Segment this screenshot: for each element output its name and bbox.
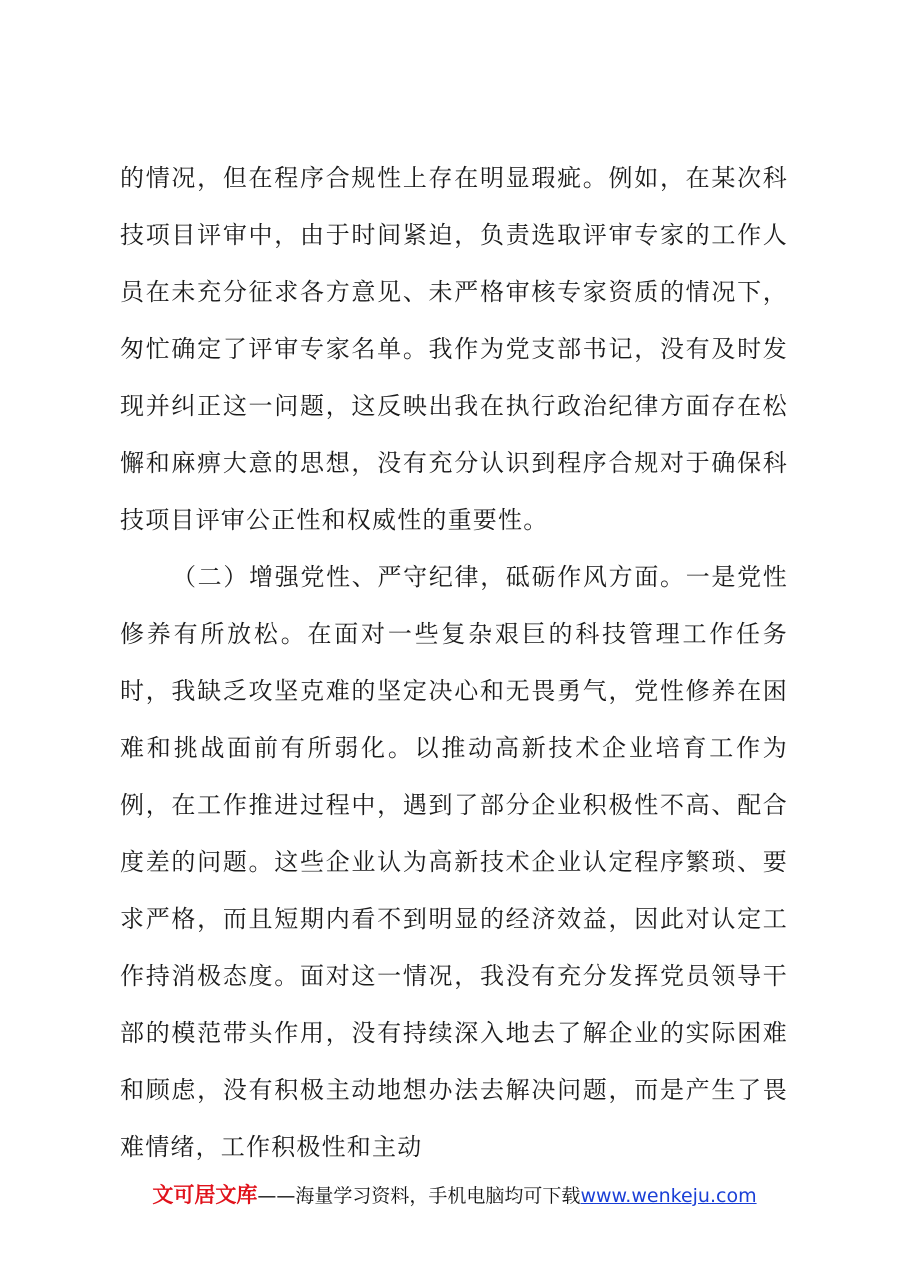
paragraph-section-two: （二）增强党性、严守纪律，砥砺作风方面。一是党性修养有所放松。在面对一些复杂艰巨的科技管理工作任务时，我缺乏攻坚克难的坚定决心和无畏勇气，党性修养在困难和挑战面前有所弱化。以推动高新技术企业培育工作为例，在工作推进过程中，遇到了部分企业积极性不高、配合度差的问题。这些企业认为高新技术企业认定程序繁琐、要求严格，而且短期内看不到明显的经济效益，因此对认定工作持消极态度。面对这一情况，我没有充分发挥党员领导干部的模范带头作用，没有持续深入地去了解企业的实际困难和顾虑，没有积极主动地想办法去解决问题，而是产生了畏难情绪，工作积极性和主动 xyxy=(120,563,788,1161)
footer-slogan: ——海量学习资料，手机电脑均可下载 xyxy=(257,1185,581,1207)
footer-banner xyxy=(0,1180,909,1211)
footer-website-link[interactable]: www.wenkeju.com xyxy=(580,1185,757,1207)
footer-brand: 文可居文库 xyxy=(152,1183,258,1207)
document-body xyxy=(120,150,788,1176)
paragraph-continued: 的情况，但在程序合规性上存在明显瑕疵。例如，在某次科技项目评审中，由于时间紧迫，负责选取评审专家的工作人员在未充分征求各方意见、未严格审核专家资质的情况下，匆忙确定了评审专家名单。我作为党支部书记，没有及时发现并纠正这一问题，这反映出我在执行政治纪律方面存在松懈和麻痹大意的思想，没有充分认识到程序合规对于确保科技项目评审公正性和权威性的重要性。 xyxy=(120,164,788,534)
